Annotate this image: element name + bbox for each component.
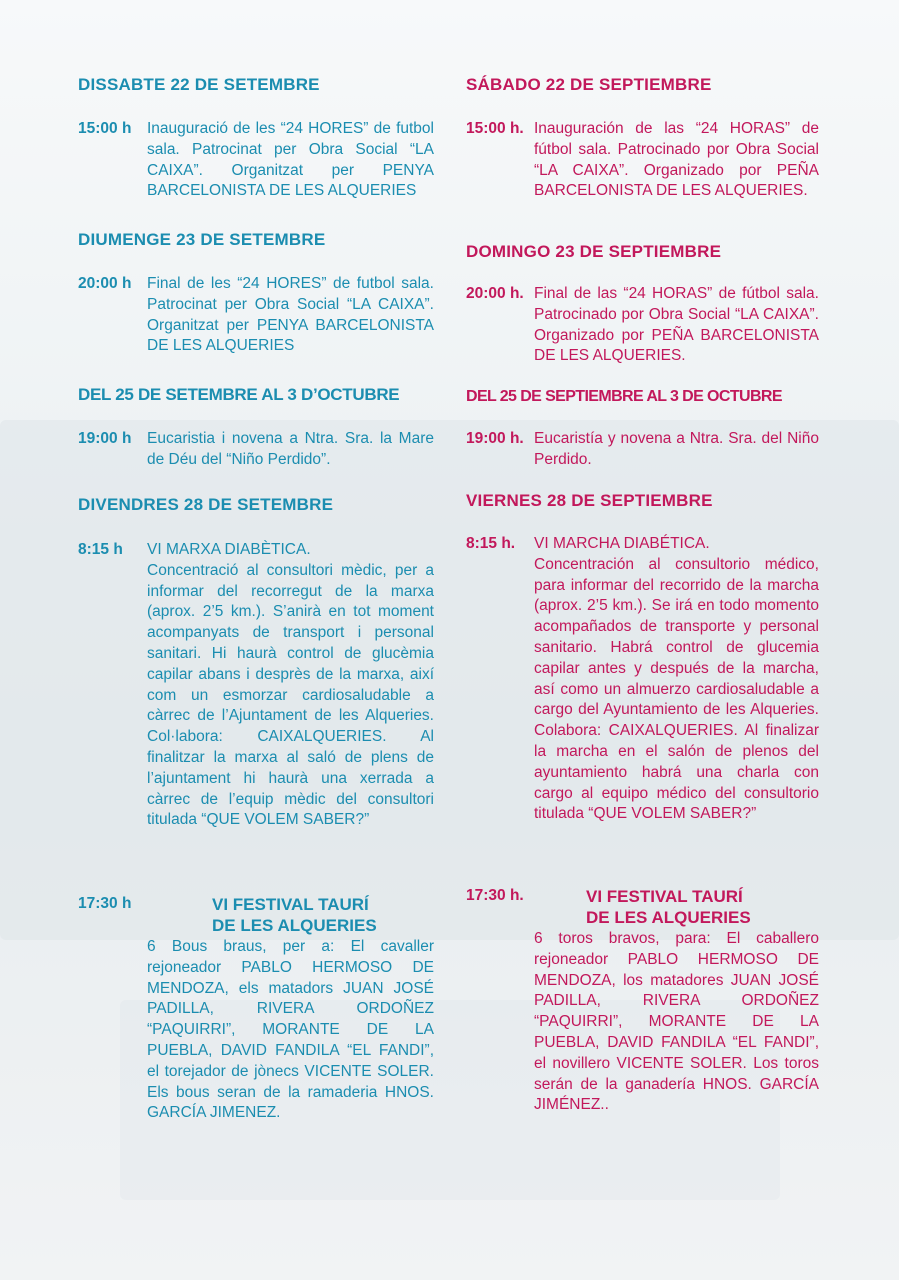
event-entry <box>78 894 147 915</box>
event-entry <box>466 886 534 907</box>
event-entry <box>466 534 819 825</box>
day-heading: DIUMENGE 23 DE SETEMBRE <box>78 230 326 249</box>
event-time: 19:00 h <box>78 430 132 447</box>
event-text: Final de las “24 HORAS” de fútbol sala. Patrocinado por Obra Social “LA CAIXA”. Organizado por PEÑA BARCELONISTA DE LES ALQUERIES. <box>534 285 819 365</box>
event-text: Inauguració de les “24 HORES” de futbol sala. Patrocinat per Obra Social “LA CAIXA”. Organitzat per PENYA BARCELONISTA DE LES ALQUERIES <box>147 120 434 200</box>
event-time: 20:00 h <box>78 275 132 292</box>
event-time: 20:00 h. <box>466 285 524 302</box>
event-title: VI MARCHA DIABÉTICA. <box>534 535 710 552</box>
day-heading: DEL 25 DE SEPTIEMBRE AL 3 DE OCTUBRE <box>466 388 782 405</box>
festival-title <box>534 886 751 928</box>
event-entry <box>534 929 819 1116</box>
day-heading: SÁBADO 22 DE SEPTIEMBRE <box>466 75 712 94</box>
event-entry <box>147 937 434 1124</box>
festival-title-line: DE LES ALQUERIES <box>212 916 377 935</box>
event-text: 6 Bous braus, per a: El cavaller rejoneador PABLO HERMOSO DE MENDOZA, els matadors JUAN JOSÉ PADILLA, RIVERA ORDOÑEZ “PAQUIRRI”, MORANTE DE LA PUEBLA, DAVID FANDILA “EL FANDI”, el torejador de jònecs VICENTE SOLER. Els bous seran de la ramaderia HNOS. GARCÍA JIMENEZ. <box>147 938 434 1122</box>
event-entry <box>466 284 819 367</box>
day-heading: DIVENDRES 28 DE SETEMBRE <box>78 495 334 514</box>
event-text: 6 toros bravos, para: El caballero rejoneador PABLO HERMOSO DE MENDOZA, los matadores JUAN JOSÉ PADILLA, RIVERA ORDOÑEZ “PAQUIRRI”, MORANTE DE LA PUEBLA, DAVID FANDILA “EL FANDI”, el novillero VICENTE SOLER. Los toros serán de la ganadería HNOS. GARCÍA JIMÉNEZ.. <box>534 930 819 1114</box>
event-time: 19:00 h. <box>466 430 524 447</box>
festival-title-line: VI FESTIVAL TAURÍ <box>586 887 743 906</box>
event-text: Eucaristia i novena a Ntra. Sra. la Mare de Déu del “Niño Perdido”. <box>147 430 434 468</box>
event-time: 15:00 h. <box>466 120 524 137</box>
event-text: Concentración al consultorio médico, para informar del recorrido de la marcha (aprox. 2’5 km.). Se irá en todo momento acompañados de transporte y personal sanitario. Habrá control de glucemia capilar antes y después de la marcha, así como un almuerzo cardiosaludable a cargo del Ayuntamiento de les Alqueries. Colabora: CAIXALQUERIES. Al finalizar la marcha en el salón de plenos del ayuntamiento habrá una charla con cargo al equipo médico del consultorio titulada “QUE VOLEM SABER?” <box>534 555 819 823</box>
event-entry <box>78 119 434 202</box>
event-text: Inauguración de las “24 HORAS” de fútbol sala. Patrocinado por Obra Social “LA CAIXA”. Organizado por PEÑA BARCELONISTA DE LES ALQUERIES. <box>534 120 819 200</box>
event-text: Final de les “24 HORES” de futbol sala. Patrocinat per Obra Social “LA CAIXA”. Organitzat per PENYA BARCELONISTA DE LES ALQUERIES <box>147 275 434 355</box>
event-entry <box>78 540 434 831</box>
event-entry <box>466 429 819 471</box>
day-heading: DISSABTE 22 DE SETEMBRE <box>78 75 320 94</box>
day-heading: DOMINGO 23 DE SEPTIEMBRE <box>466 242 722 261</box>
event-time: 8:15 h <box>78 541 123 558</box>
day-heading: DEL 25 DE SETEMBRE AL 3 D’OCTUBRE <box>78 385 400 404</box>
event-time: 17:30 h. <box>466 887 524 904</box>
event-text: Eucaristía y novena a Ntra. Sra. del Niño Perdido. <box>534 430 819 468</box>
festival-title <box>147 894 377 936</box>
event-time: 8:15 h. <box>466 535 516 552</box>
event-title: VI MARXA DIABÈTICA. <box>147 541 311 558</box>
event-entry <box>78 274 434 357</box>
event-entry <box>78 429 434 471</box>
event-time: 15:00 h <box>78 120 132 137</box>
event-entry <box>466 119 819 202</box>
day-heading: VIERNES 28 DE SEPTIEMBRE <box>466 491 713 510</box>
event-text: Concentració al consultori mèdic, per a informar del recorregut de la marxa (aprox. 2’5 km.). S’anirà en tot moment acompanyats de transport i personal sanitari. Hi haurà control de glucèmia capilar abans i desprès de la marxa, així com un esmorzar cardiosaludable a càrrec de l’Ajuntament de les Alqueries. Col·labora: CAIXALQUERIES. Al finalitzar la marxa al saló de plens de l’ajuntament hi haurà una xerrada a càrrec de l’equip mèdic del consultori titulada “QUE VOLEM SABER?” <box>147 561 434 829</box>
festival-title-line: VI FESTIVAL TAURÍ <box>212 895 369 914</box>
festival-title-line: DE LES ALQUERIES <box>586 908 751 927</box>
event-time: 17:30 h <box>78 895 132 912</box>
